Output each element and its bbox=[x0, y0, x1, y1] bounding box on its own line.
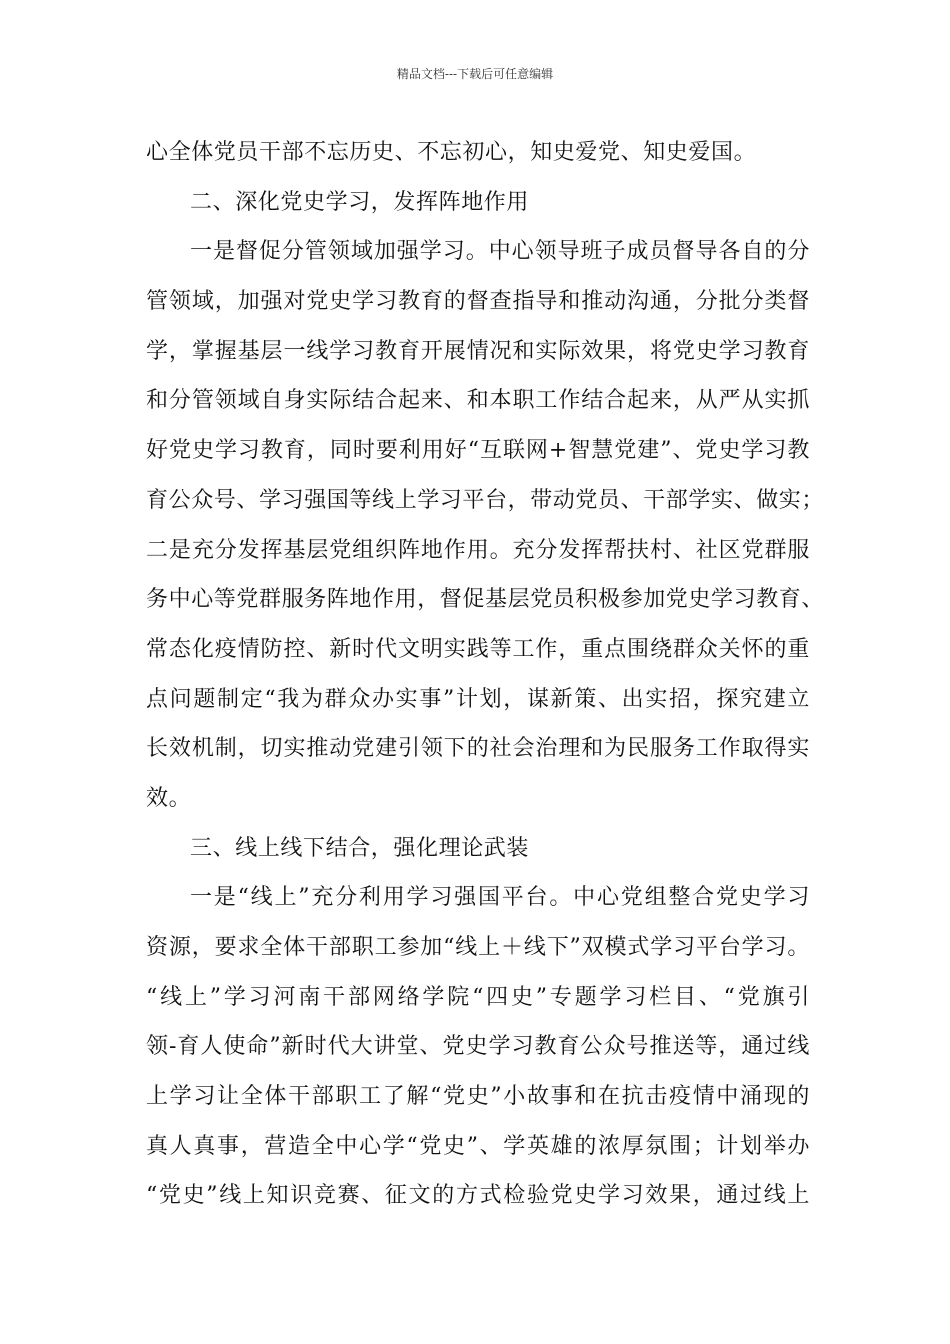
text-line: 一是“线上”充分利用学习强国平台。中心党组整合党史学习 bbox=[190, 885, 810, 911]
text-line: 育公众号、学习强国等线上学习平台，带动党员、干部学实、做实； bbox=[146, 487, 825, 513]
text-line: 好党史学习教育，同时要利用好“互联网+智慧党建”、党史学习教 bbox=[146, 438, 810, 464]
text-line: 真人真事，营造全中心学“党史”、学英雄的浓厚氛围；计划举办 bbox=[146, 1133, 810, 1159]
text-line: 二是充分发挥基层党组织阵地作用。充分发挥帮扶村、社区党群服 bbox=[146, 537, 810, 563]
text-line: 和分管领域自身实际结合起来、和本职工作结合起来，从严从实抓 bbox=[146, 388, 810, 414]
text-line: 三、线上线下结合，强化理论武装 bbox=[190, 835, 530, 861]
text-line: 点问题制定“我为群众办实事”计划，谋新策、出实招，探究建立 bbox=[146, 686, 810, 712]
text-line: 效。 bbox=[146, 785, 192, 811]
text-line: 学，掌握基层一线学习教育开展情况和实际效果，将党史学习教育 bbox=[146, 338, 810, 364]
text-line: 常态化疫情防控、新时代文明实践等工作，重点围绕群众关怀的重 bbox=[146, 636, 810, 662]
text-line: 管领域，加强对党史学习教育的督查指导和推动沟通，分批分类督 bbox=[146, 289, 810, 315]
text-line: “党史”线上知识竞赛、征文的方式检验党史学习效果，通过线上 bbox=[146, 1183, 810, 1209]
text-line: “线上”学习河南干部网络学院“四史”专题学习栏目、“党旗引 bbox=[146, 984, 810, 1010]
text-line: 一是督促分管领域加强学习。中心领导班子成员督导各自的分 bbox=[190, 239, 810, 265]
text-line: 上学习让全体干部职工了解“党史”小故事和在抗击疫情中涌现的 bbox=[146, 1084, 810, 1110]
page-header: 精品文档---下载后可任意编辑 bbox=[396, 67, 554, 81]
text-line: 资源，要求全体干部职工参加“线上＋线下”双模式学习平台学习。 bbox=[146, 935, 810, 960]
text-line: 心全体党员干部不忘历史、不忘初心，知史爱党、知史爱国。 bbox=[146, 140, 757, 165]
document-body bbox=[146, 128, 825, 1221]
text-line: 长效机制，切实推动党建引领下的社会治理和为民服务工作取得实 bbox=[146, 736, 810, 762]
text-line: 务中心等党群服务阵地作用，督促基层党员积极参加党史学习教育、 bbox=[146, 587, 825, 613]
text-line: 二、深化党史学习，发挥阵地作用 bbox=[190, 189, 530, 215]
text-line: 领-育人使命”新时代大讲堂、党史学习教育公众号推送等，通过线 bbox=[146, 1034, 810, 1060]
